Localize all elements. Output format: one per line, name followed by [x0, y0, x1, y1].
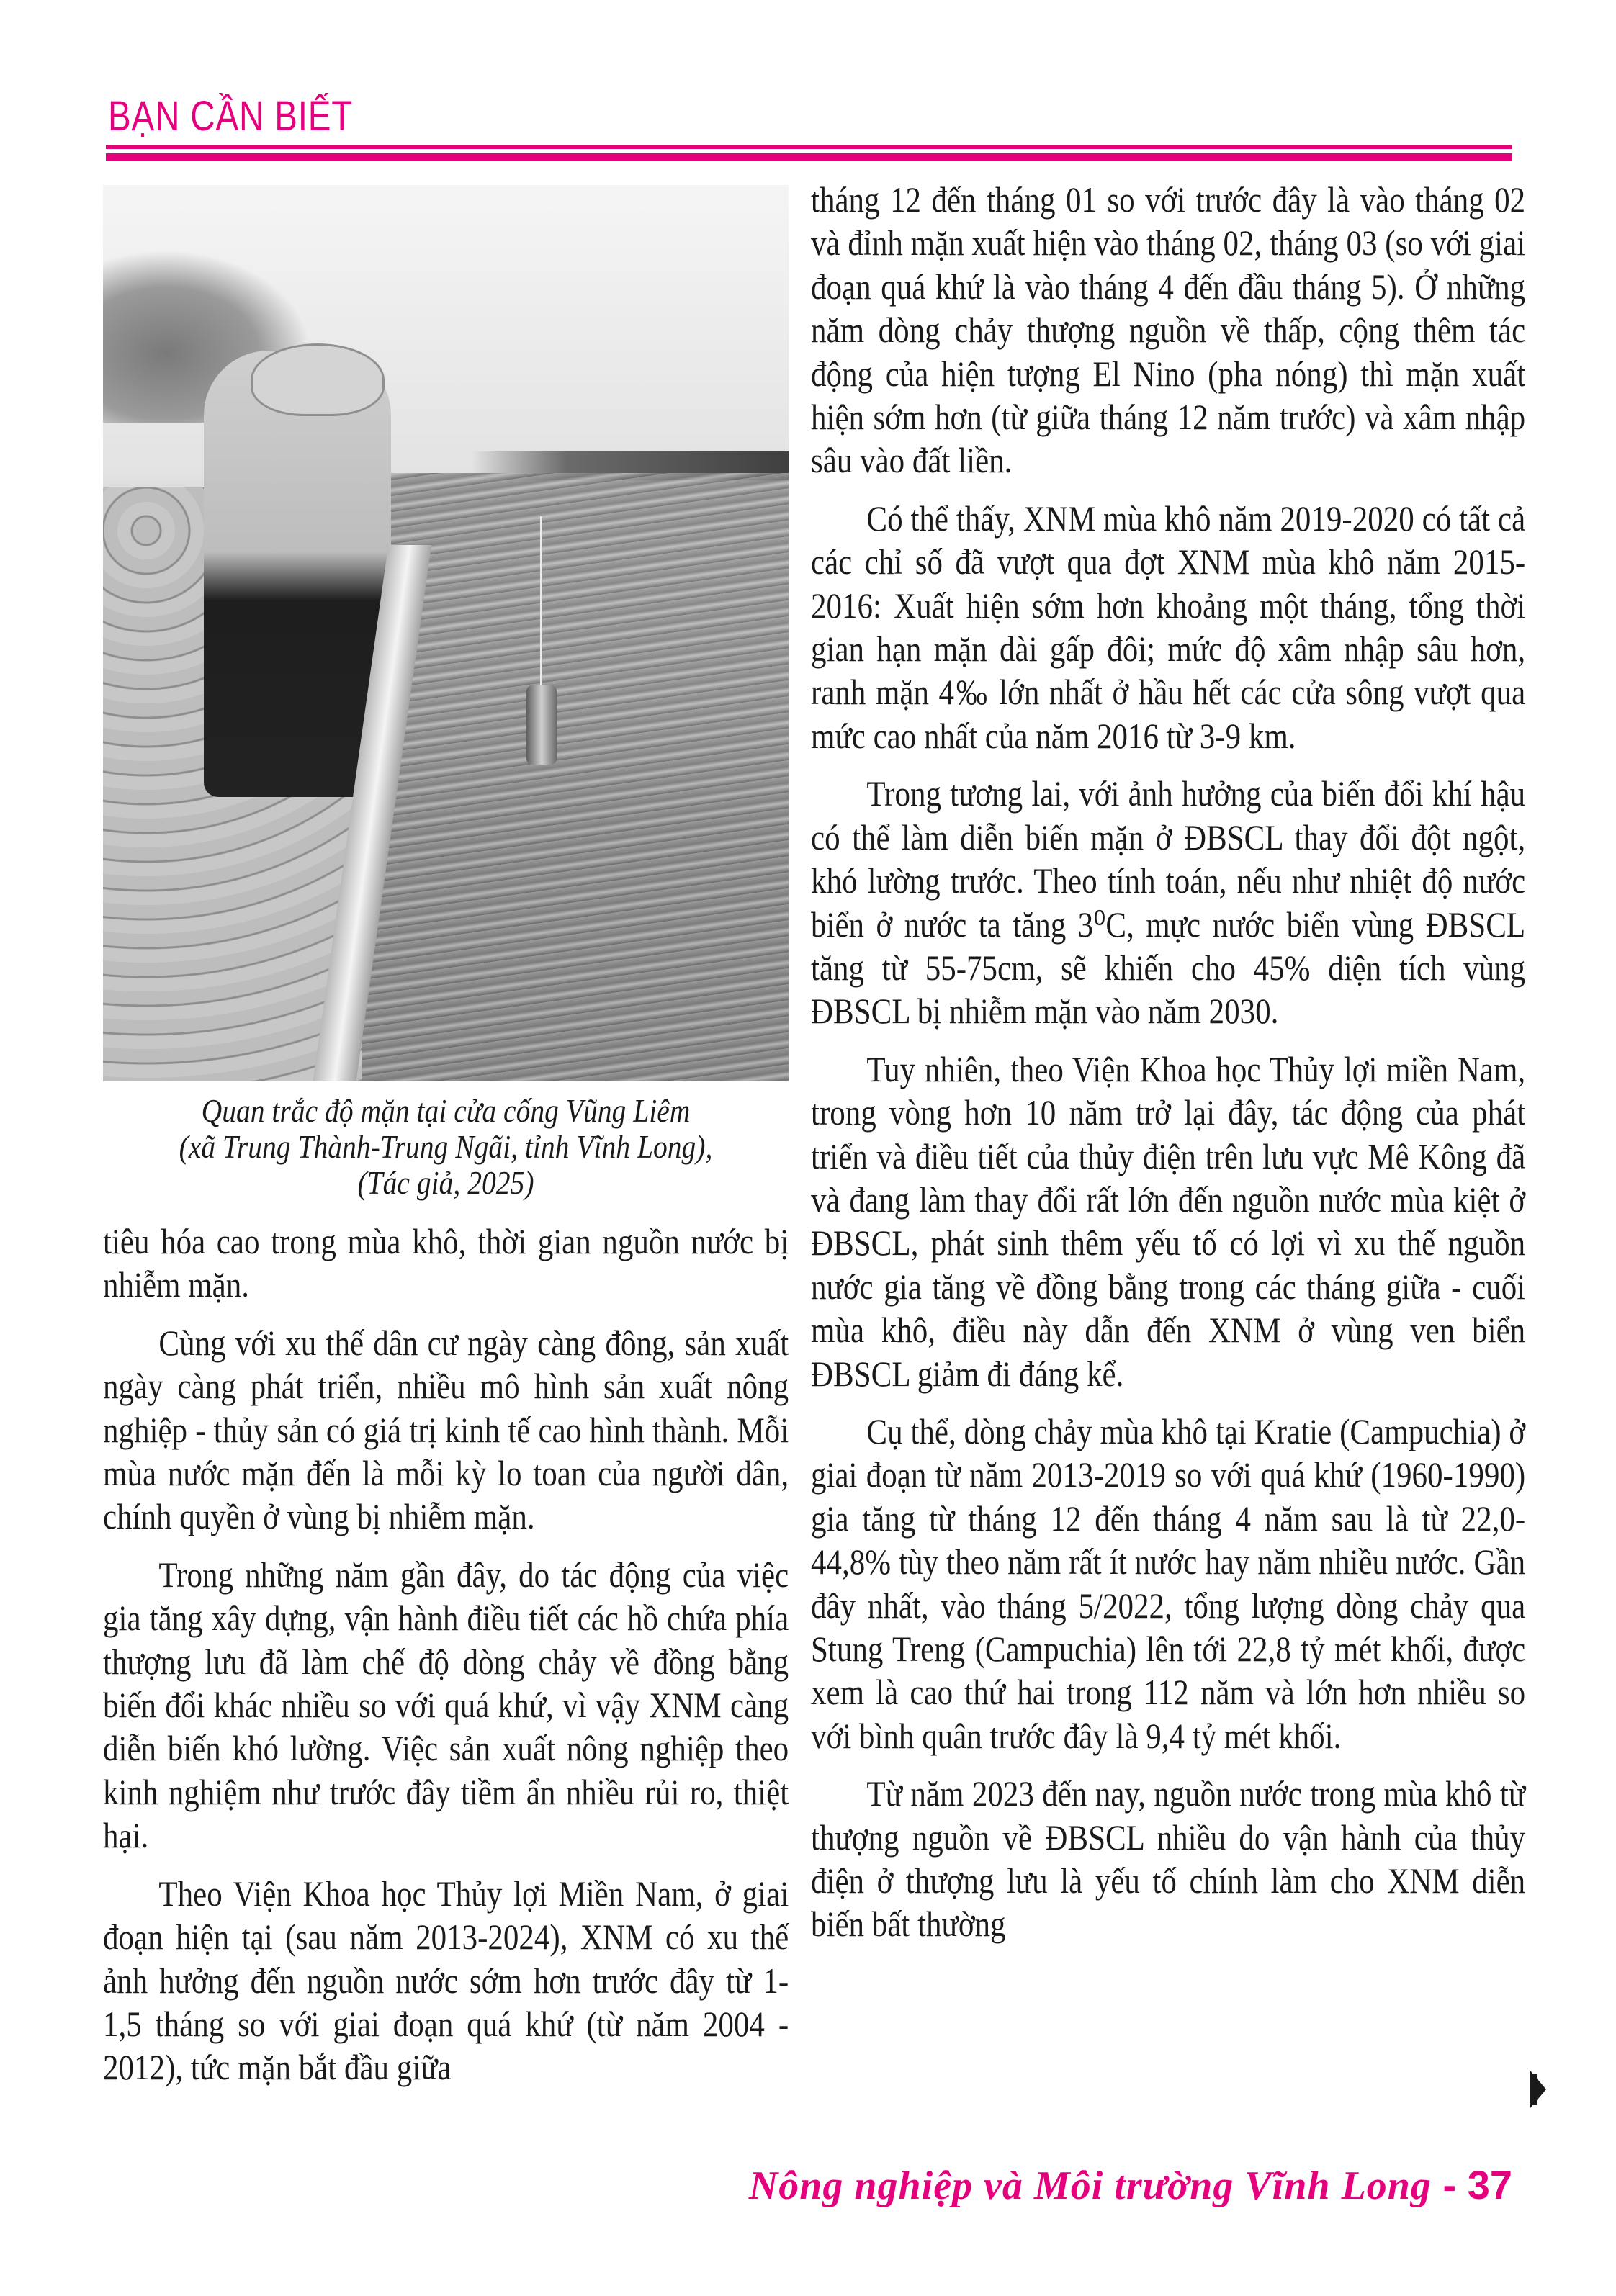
paragraph: tháng 12 đến tháng 01 so với trước đây là vào tháng 02 và đỉnh mặn xuất hiện vào tháng 02, tháng 03 (so với giai đoạn quá khứ là vào tháng 4 đến đầu tháng 5). Ở những năm dòng chảy thượng nguồn về thấp, cộng thêm tác động của hiện tượng El Nino (pha nóng) thì mặn xuất hiện sớm hơn (từ giữa tháng 12 năm trước) và xâm nhập sâu vào đất liền.	[811, 179, 1526, 481]
footer-separator: -	[1431, 2162, 1468, 2207]
paragraph: Trong tương lai, với ảnh hưởng của biến đổi khí hậu có thể làm diễn biến mặn ở ĐBSCL thay đổi đột ngột, khó lường trước. Theo tính toán, nếu như nhiệt độ nước biển ở nước ta tăng 3⁰C, mực nước biển vùng ĐBSCL tăng từ 55-75cm, sẽ khiến cho 45% diện tích vùng ĐBSCL bị nhiễm mặn vào năm 2030.	[811, 773, 1526, 1032]
photo-caption	[103, 1093, 789, 1201]
caption-line: Quan trắc độ mặn tại cửa cống Vũng Liêm	[201, 1092, 691, 1129]
paragraph: Trong những năm gần đây, do tác động của việc gia tăng xây dựng, vận hành điều tiết các hồ chứa phía thượng lưu đã làm chế độ dòng chảy về đồng bằng biến đổi khác nhiều so với quá khứ, vì vậy XNM càng diễn biến khó lường. Việc sản xuất nông nghiệp theo kinh nghiệm như trước đây tiềm ẩn nhiều rủi ro, thiệt hại.	[103, 1554, 789, 1856]
right-column	[811, 178, 1525, 1960]
paragraph: Từ năm 2023 đến nay, nguồn nước trong mùa khô từ thượng nguồn về ĐBSCL nhiều do vận hành của thủy điện ở thượng lưu là yếu tố chính làm cho XNM diễn biến bất thường	[811, 1773, 1526, 1945]
section-title: BẠN CẦN BIẾT	[108, 93, 354, 140]
page-number: 37	[1467, 2162, 1512, 2207]
publication-name: Nông nghiệp và Môi trường Vĩnh Long	[748, 2164, 1432, 2208]
paragraph: Tuy nhiên, theo Viện Khoa học Thủy lợi miền Nam, trong vòng hơn 10 năm trở lại đây, tác động của phát triển và điều tiết của thủy điện trên lưu vực Mê Kông đã và đang làm thay đổi rất lớn đến nguồn nước mùa kiệt ở ĐBSCL, phát sinh thêm yếu tố có lợi vì xu thế nguồn nước gia tăng về đồng bằng trong các tháng giữa - cuối mùa khô, điều này dẫn đến XNM ở vùng ven biển ĐBSCL giảm đi đáng kể.	[811, 1048, 1526, 1394]
photo-hat	[251, 343, 385, 416]
paragraph: tiêu hóa cao trong mùa khô, thời gian nguồn nước bị nhiễm mặn.	[103, 1221, 789, 1305]
caption-line: (Tác giả, 2025)	[357, 1164, 534, 1201]
photo-rope	[540, 516, 542, 689]
left-column	[103, 1220, 789, 2104]
paragraph: Theo Viện Khoa học Thủy lợi Miền Nam, ở giai đoạn hiện tại (sau năm 2013-2024), XNM có xu thế ảnh hưởng đến nguồn nước sớm hơn trước đây từ 1-1,5 tháng so với giai đoạn quá khứ (từ năm 2004 - 2012), tức mặn bắt đầu giữa	[103, 1873, 789, 2088]
caption-line: (xã Trung Thành-Trung Ngãi, tỉnh Vĩnh Long),	[179, 1128, 713, 1165]
continue-arrow-icon	[1530, 2071, 1546, 2108]
article-photo	[103, 185, 789, 1081]
paragraph: Cùng với xu thế dân cư ngày càng đông, sản xuất ngày càng phát triển, nhiều mô hình sản xuất nông nghiệp - thủy sản có giá trị kinh tế cao hình thành. Mỗi mùa nước mặn đến là mỗi kỳ lo toan của người dân, chính quyền ở vùng bị nhiễm mặn.	[103, 1322, 789, 1537]
header-rule-thin	[106, 145, 1512, 149]
photo-sampling-bottle	[526, 685, 557, 765]
paragraph: Cụ thể, dòng chảy mùa khô tại Kratie (Campuchia) ở giai đoạn từ năm 2013-2019 so với quá khứ (1960-1990) gia tăng từ tháng 12 đến tháng 4 năm sau là từ 22,0-44,8% tùy theo năm rất ít nước hay năm nhiều nước. Gần đây nhất, vào tháng 5/2022, tổng lượng dòng chảy qua Stung Treng (Campuchia) lên tới 22,8 tỷ mét khối, được xem là cao thứ hai trong 112 năm và lớn hơn nhiều so với bình quân trước đây là 9,4 tỷ mét khối.	[811, 1410, 1526, 1756]
header-rule-thick	[106, 153, 1512, 161]
page-footer	[749, 2161, 1512, 2209]
paragraph: Có thể thấy, XNM mùa khô năm 2019-2020 có tất cả các chỉ số đã vượt qua đợt XNM mùa khô năm 2015-2016: Xuất hiện sớm hơn khoảng một tháng, tổng thời gian hạn mặn dài gấp đôi; mức độ xâm nhập sâu hơn, ranh mặn 4‰ lớn nhất ở hầu hết các cửa sông vượt qua mức cao nhất của năm 2016 từ 3-9 km.	[811, 498, 1526, 756]
